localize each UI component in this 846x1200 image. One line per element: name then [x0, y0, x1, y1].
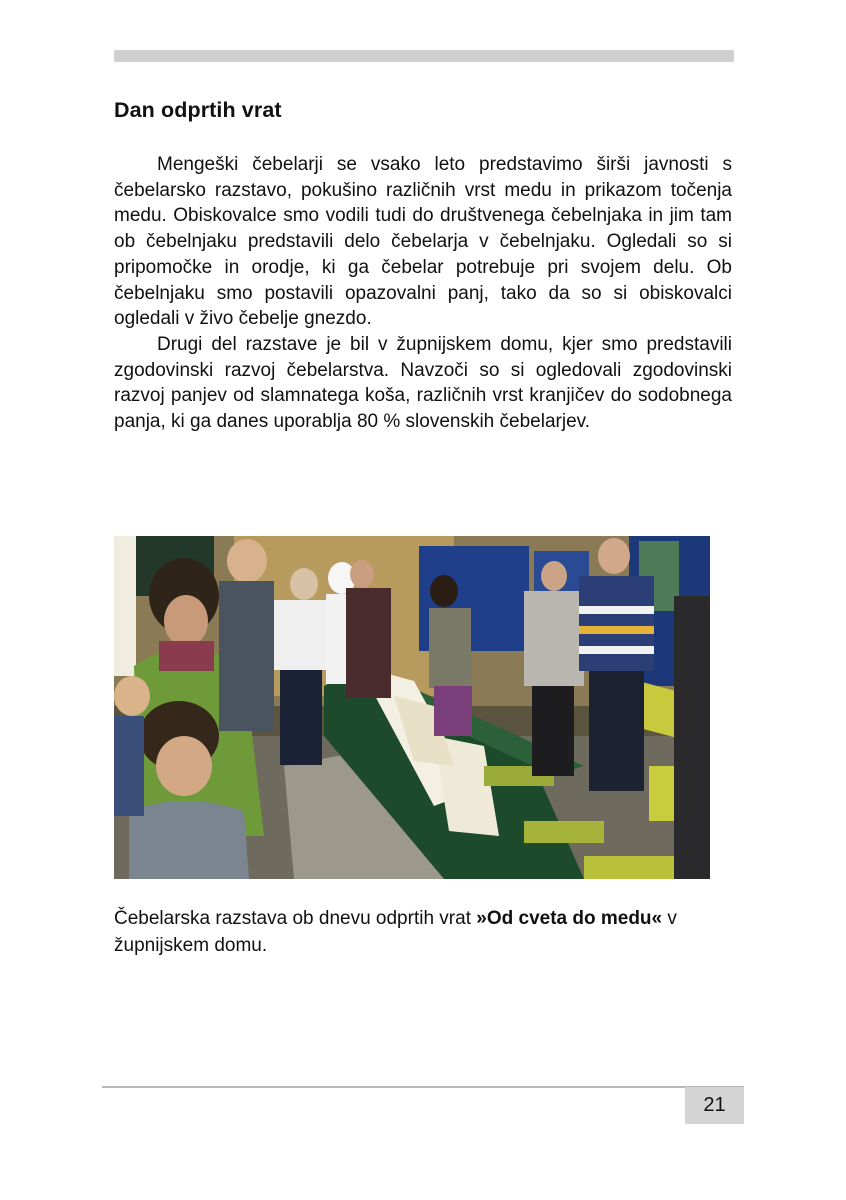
paragraph-1: Mengeški čebelarji se vsako leto predstavimo širši javnosti s čebelarsko razstavo, pokušino različnih vrst medu in prikazom točenja medu. Obiskovalce smo vodili tudi do društvenega čebelnjaka in jim tam ob čebelnjaku predstavili delo čebelarja v čebelnjaku. Ogledali so si pripomočke in orodje, ki ga čebelar potrebuje pri svojem delu. Ob čebelnjaku smo postavili opazovalni panj, tako da so si obiskovalci ogledali v živo čebelje gnezdo. [114, 154, 732, 330]
photo-caption [114, 905, 734, 959]
caption-text-after: v župnijskem domu. [114, 908, 677, 956]
exhibition-photo [114, 536, 710, 879]
paragraph-2: Drugi del razstave je bil v župnijskem domu, kjer smo predstavili zgodovinski razvoj čebelarstva. Navzoči so si ogledovali zgodovinski razvoj panjev od slamnatega koša, različnih vrst kranjičev do sodobnega panja, ki ga danes uporablja 80 % slovenskih čebelarjev. [114, 333, 732, 433]
section-heading: Dan odprtih vrat [114, 98, 282, 122]
body-text [114, 152, 732, 435]
header-rule [114, 50, 734, 62]
caption-bold-title: »Od cveta do medu« [476, 908, 663, 929]
caption-text-before: Čebelarska razstava ob dnevu odprtih vrat [114, 908, 477, 929]
footer-rule [102, 1086, 744, 1088]
page-number: 21 [685, 1087, 744, 1124]
